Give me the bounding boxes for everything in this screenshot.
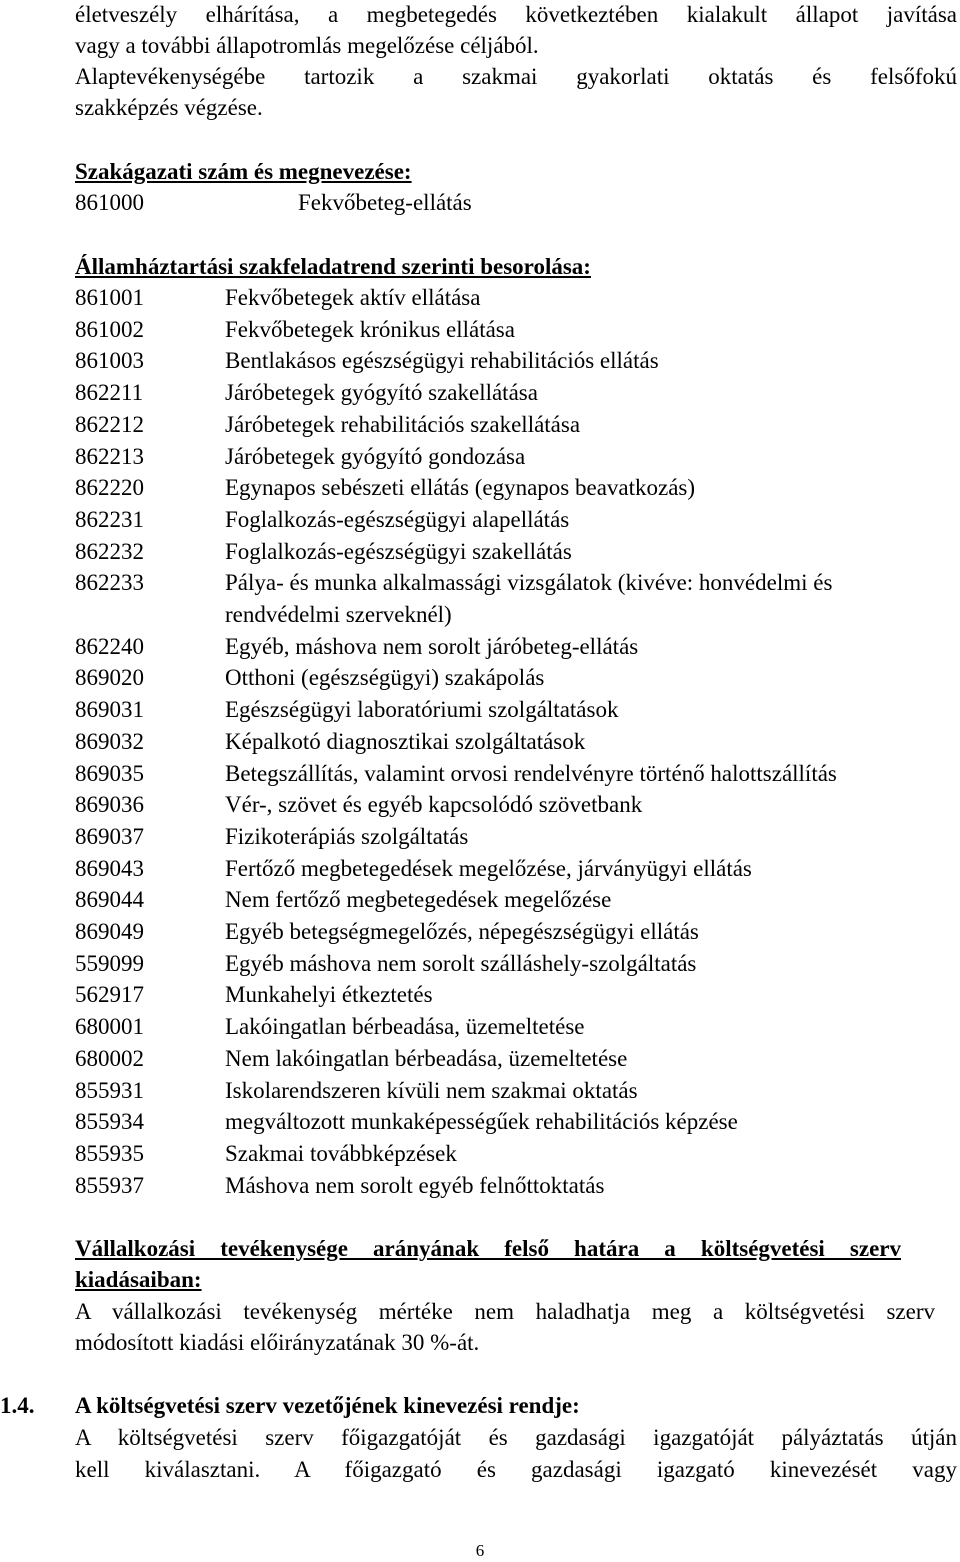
intro-line-1: életveszély elhárítása, a megbetegedés következtében kialakult állapot javítása [75, 2, 957, 27]
classification-label: Egyéb máshova nem sorolt szálláshely-szolgáltatás [225, 951, 697, 976]
section-number: 1.4. [0, 1393, 35, 1418]
classification-code: 861003 [75, 348, 144, 373]
section-line-2: kell kiválasztani. A főigazgató és gazdasági igazgató kinevezését vagy [75, 1457, 957, 1482]
classification-heading: Államháztartási szakfeladatrend szerinti besorolása: [75, 254, 591, 279]
classification-label: Fekvőbetegek aktív ellátása [225, 285, 481, 310]
classification-code: 869037 [75, 824, 144, 849]
classification-code: 855931 [75, 1078, 144, 1103]
classification-code: 855937 [75, 1173, 144, 1198]
classification-label: Fizikoterápiás szolgáltatás [225, 824, 469, 849]
intro-line-4: szakképzés végzése. [75, 95, 263, 120]
classification-label: Lakóingatlan bérbeadása, üzemeltetése [225, 1014, 585, 1039]
classification-label: Fekvőbetegek krónikus ellátása [225, 317, 515, 342]
classification-code: 869043 [75, 856, 144, 881]
classification-code: 869032 [75, 729, 144, 754]
classification-label: Nem lakóingatlan bérbeadása, üzemeltetése [225, 1046, 628, 1071]
classification-code: 862231 [75, 507, 144, 532]
classification-code: 862220 [75, 475, 144, 500]
classification-label: Iskolarendszeren kívüli nem szakmai oktatás [225, 1078, 638, 1103]
classification-label: Bentlakásos egészségügyi rehabilitációs ellátás [225, 348, 659, 373]
classification-label: Járóbetegek rehabilitációs szakellátása [225, 412, 581, 437]
classification-label: Egyéb betegségmegelőzés, népegészségügyi ellátás [225, 919, 699, 944]
classification-code: 862213 [75, 444, 144, 469]
classification-label: Szakmai továbbképzések [225, 1141, 457, 1166]
page-number: 6 [475, 1541, 485, 1560]
classification-label-continued: rendvédelmi szerveknél) [225, 602, 452, 627]
classification-label: Nem fertőző megbetegedések megelőzése [225, 887, 612, 912]
classification-label: Vér-, szövet és egyéb kapcsolódó szövetbank [225, 792, 643, 817]
classification-label: Otthoni (egészségügyi) szakápolás [225, 665, 545, 690]
classification-label: Foglalkozás-egészségügyi szakellátás [225, 539, 572, 564]
classification-label: Máshova nem sorolt egyéb felnőttoktatás [225, 1173, 605, 1198]
classification-label: Fertőző megbetegedések megelőzése, járványügyi ellátás [225, 856, 752, 881]
classification-label: Egészségügyi laboratóriumi szolgáltatások [225, 697, 619, 722]
classification-code: 862212 [75, 412, 144, 437]
classification-label: megváltozott munkaképességűek rehabilitációs képzése [225, 1109, 738, 1134]
classification-code: 861002 [75, 317, 144, 342]
classification-code: 861001 [75, 285, 144, 310]
section-heading: A költségvetési szerv vezetőjének kinevezési rendje: [75, 1393, 580, 1418]
classification-code: 869031 [75, 697, 144, 722]
classification-code: 562917 [75, 982, 144, 1007]
classification-code: 862211 [75, 380, 144, 405]
business-heading-line-1: Vállalkozási tevékenysége arányának felső határa a költségvetési szerv [75, 1236, 901, 1261]
classification-label: Járóbetegek gyógyító gondozása [225, 444, 526, 469]
business-heading-line-2: kiadásaiban: [75, 1267, 202, 1292]
classification-code: 869044 [75, 887, 144, 912]
sector-code: 861000 [75, 190, 144, 215]
section-line-1: A költségvetési szerv főigazgatóját és gazdasági igazgatóját pályáztatás útján [75, 1425, 957, 1450]
classification-label: Egyéb, máshova nem sorolt járóbeteg-ellátás [225, 634, 639, 659]
classification-label: Foglalkozás-egészségügyi alapellátás [225, 507, 570, 532]
classification-code: 559099 [75, 951, 144, 976]
sector-heading: Szakágazati szám és megnevezése: [75, 159, 412, 184]
classification-code: 862240 [75, 634, 144, 659]
business-line-2: módosított kiadási előirányzatának 30 %-át. [75, 1330, 480, 1355]
classification-code: 869049 [75, 919, 144, 944]
classification-code: 855934 [75, 1109, 144, 1134]
intro-line-2: vagy a további állapotromlás megelőzése céljából. [75, 33, 539, 58]
classification-label: Munkahelyi étkeztetés [225, 982, 433, 1007]
classification-code: 869020 [75, 665, 144, 690]
business-line-1: A vállalkozási tevékenység mértéke nem haladhatja meg a költségvetési szerv [75, 1299, 935, 1324]
classification-label: Képalkotó diagnosztikai szolgáltatások [225, 729, 586, 754]
classification-label: Betegszállítás, valamint orvosi rendelvényre történő halottszállítás [225, 761, 837, 786]
classification-code: 869035 [75, 761, 144, 786]
classification-code: 680002 [75, 1046, 144, 1071]
classification-label: Járóbetegek gyógyító szakellátása [225, 380, 538, 405]
classification-code: 869036 [75, 792, 144, 817]
classification-label: Pálya- és munka alkalmassági vizsgálatok (kivéve: honvédelmi és [225, 570, 833, 595]
classification-code: 855935 [75, 1141, 144, 1166]
sector-name: Fekvőbeteg-ellátás [298, 190, 472, 215]
intro-line-3: Alaptevékenységébe tartozik a szakmai gyakorlati oktatás és felsőfokú [75, 64, 957, 89]
classification-code: 680001 [75, 1014, 144, 1039]
classification-code: 862232 [75, 539, 144, 564]
classification-label: Egynapos sebészeti ellátás (egynapos beavatkozás) [225, 475, 696, 500]
classification-code: 862233 [75, 570, 144, 595]
